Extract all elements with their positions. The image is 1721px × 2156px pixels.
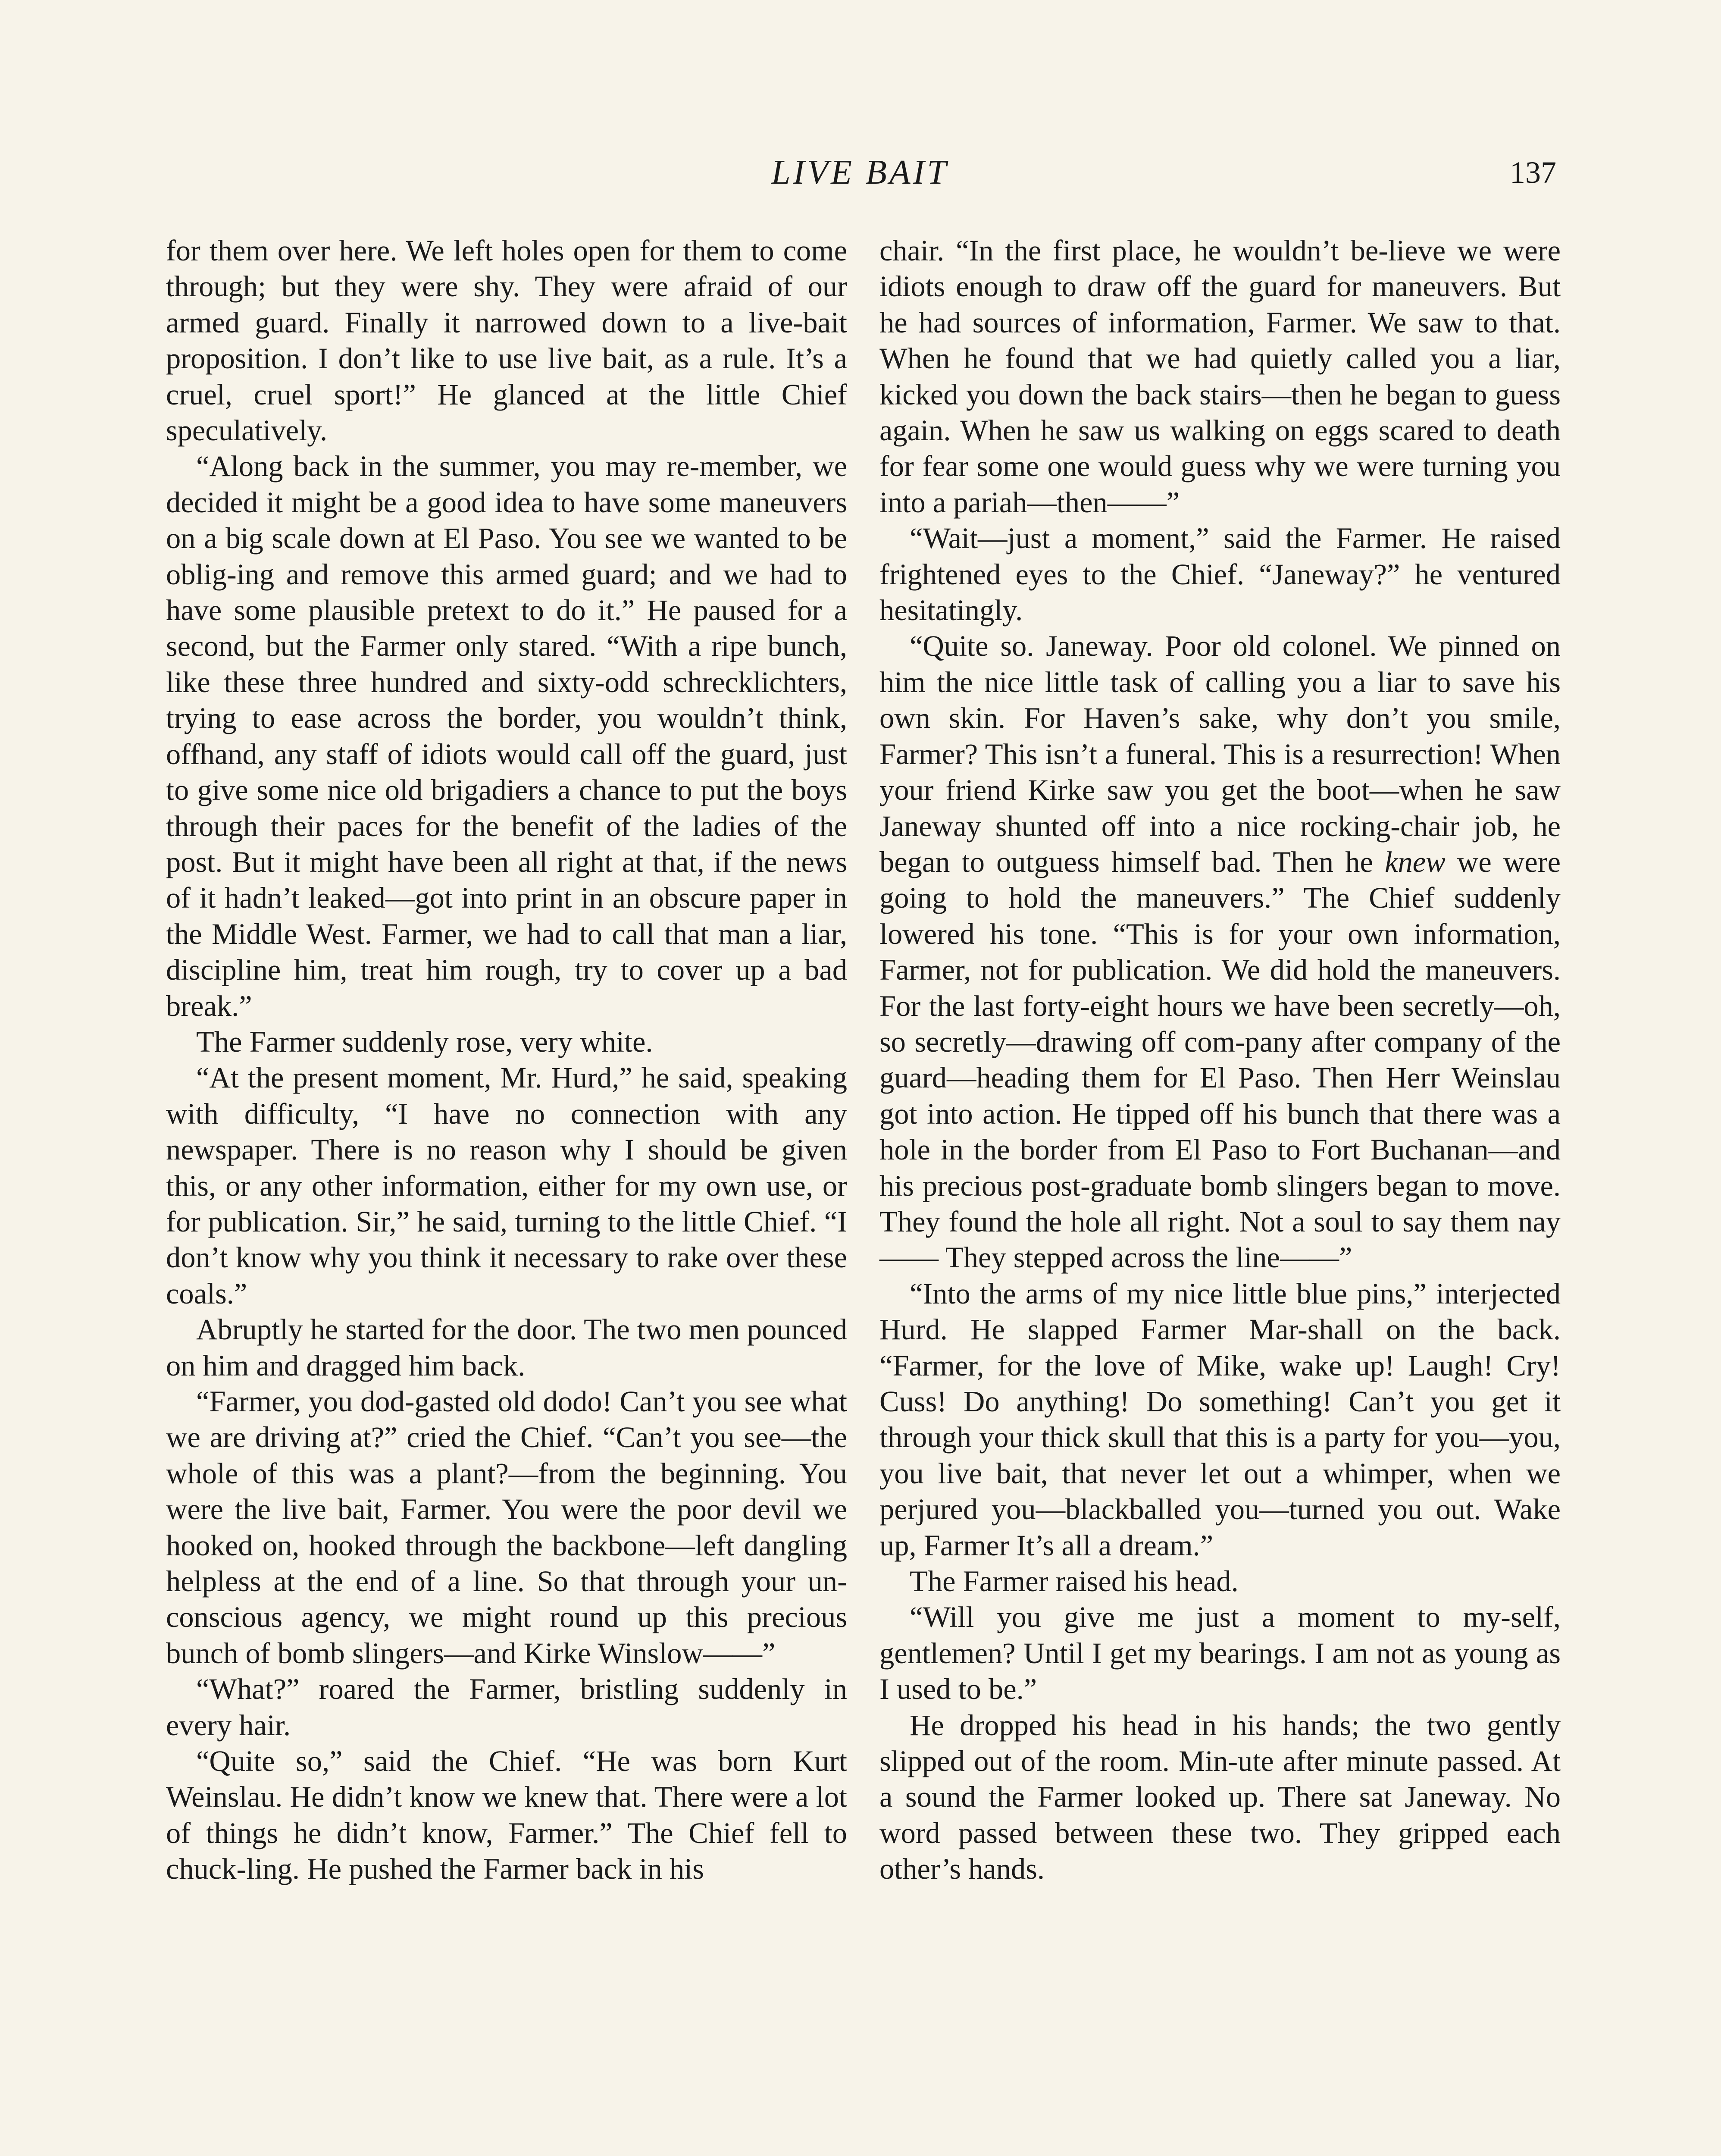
running-head: [164, 149, 1556, 196]
left-column: [166, 233, 847, 1887]
paragraph: Abruptly he started for the door. The two men pounced on him and dragged him back.: [166, 1313, 847, 1382]
paragraph-text-start: “Quite so. Janeway. Poor old colonel. We pinned on him the nice little task of calling you a liar to save his own skin. For Haven’s sake, why don’t you smile, Farmer? This isn’t a funeral. This is a resurrection! When your friend Kirke saw you get the boot—when he saw Janeway shunted off into a nice rocking-chair job, he began to outguess himself bad. Then he: [879, 630, 1561, 878]
paragraph: “Will you give me just a moment to my-self, gentlemen? Until I get my bearings. I am not as young as I used to be.”: [879, 1601, 1561, 1706]
paragraph: “What?” roared the Farmer, bristling suddenly in every hair.: [166, 1673, 847, 1742]
paragraph-with-emphasis: [879, 628, 1561, 1275]
paragraph: chair. “In the first place, he wouldn’t be-lieve we were idiots enough to draw off the guard for maneuvers. But he had sources of information, Farmer. We saw to that. When he found that we had quietly called you a liar, kicked you down the back stairs—then he began to guess again. When he saw us walking on eggs scared to death for fear some one would guess why we were turning you into a pariah—then——”: [879, 234, 1561, 519]
paragraph: “At the present moment, Mr. Hurd,” he said, speaking with difficulty, “I have no connection with any newspaper. There is no reason why I should be given this, or any other information, either for my own use, or for publication. Sir,” he said, turning to the little Chief. “I don’t know why you think it necessary to rake over these coals.”: [166, 1061, 847, 1310]
paragraph: “Wait—just a moment,” said the Farmer. He raised frightened eyes to the Chief. “Janeway?” he ventured hesitatingly.: [879, 522, 1561, 627]
right-column: [879, 233, 1561, 1887]
paragraph: The Farmer raised his head.: [910, 1565, 1239, 1598]
emphasized-word: knew: [1385, 845, 1446, 878]
paragraph: “Farmer, you dod-gasted old dodo! Can’t you see what we are driving at?” cried the Chief. “Can’t you see—the whole of this was a plant?—from the beginning. You were the live bait, Farmer. You were the poor devil we hooked on, hooked through the backbone—left dangling helpless at the end of a line. So that through your un-conscious agency, we might round up this precious bunch of bomb slingers—and Kirke Winslow——”: [166, 1385, 847, 1670]
paragraph: “Along back in the summer, you may re-member, we decided it might be a good idea to have some maneuvers on a big scale down at El Paso. You see we wanted to be oblig-ing and remove this armed guard; and we had to have some plausible pretext to do it.” He paused for a second, but the Farmer only stared. “With a ripe bunch, like these three hundred and sixty-odd schrecklichters, trying to ease across the border, you wouldn’t think, offhand, any staff of idiots would call off the guard, just to give some nice old brigadiers a chance to put the boys through their paces for the benefit of the ladies of the post. But it might have been all right at that, if the news of it hadn’t leaked—got into print in an obscure paper in the Middle West. Farmer, we had to call that man a liar, discipline him, treat him rough, try to cover up a bad break.”: [166, 450, 847, 1022]
page-number: 137: [1510, 155, 1556, 190]
running-title: LIVE BAIT: [771, 154, 949, 191]
paragraph: “Into the arms of my nice little blue pins,” interjected Hurd. He slapped Farmer Mar-shall on the back. “Farmer, for the love of Mike, wake up! Laugh! Cry! Cuss! Do anything! Do something! Can’t you get it through your thick skull that this is a party for you—you, you live bait, that never let out a whimper, when we perjured you—blackballed you—turned you out. Wake up, Farmer It’s all a dream.”: [879, 1277, 1561, 1562]
paragraph-text-end: we were going to hold the maneuvers.” The Chief suddenly lowered his tone. “This is for your own information, Farmer, not for publication. We did hold the maneuvers. For the last forty-eight hours we have been secretly—oh, so secretly—drawing off com-pany after company of the guard—heading them for El Paso. Then Herr Weinslau got into action. He tipped off his bunch that there was a hole in the border from El Paso to Fort Buchanan—and his precious post-graduate bomb slingers began to move. They found the hole all right. Not a soul to say them nay—— They stepped across the line——”: [879, 845, 1561, 1274]
paragraph: He dropped his head in his hands; the two gently slipped out of the room. Min-ute after minute passed. At a sound the Farmer looked up. There sat Janeway. No word passed between these two. They gripped each other’s hands.: [879, 1708, 1561, 1886]
paragraph: The Farmer suddenly rose, very white.: [196, 1025, 653, 1058]
paragraph: “Quite so,” said the Chief. “He was born Kurt Weinslau. He didn’t know we knew that. There were a lot of things he didn’t know, Farmer.” The Chief fell to chuck-ling. He pushed the Farmer back in his: [166, 1745, 847, 1886]
paragraph: for them over here. We left holes open for them to come through; but they were shy. They were afraid of our armed guard. Finally it narrowed down to a live-bait proposition. I don’t like to use live bait, as a rule. It’s a cruel, cruel sport!” He glanced at the little Chief speculatively.: [166, 234, 847, 447]
